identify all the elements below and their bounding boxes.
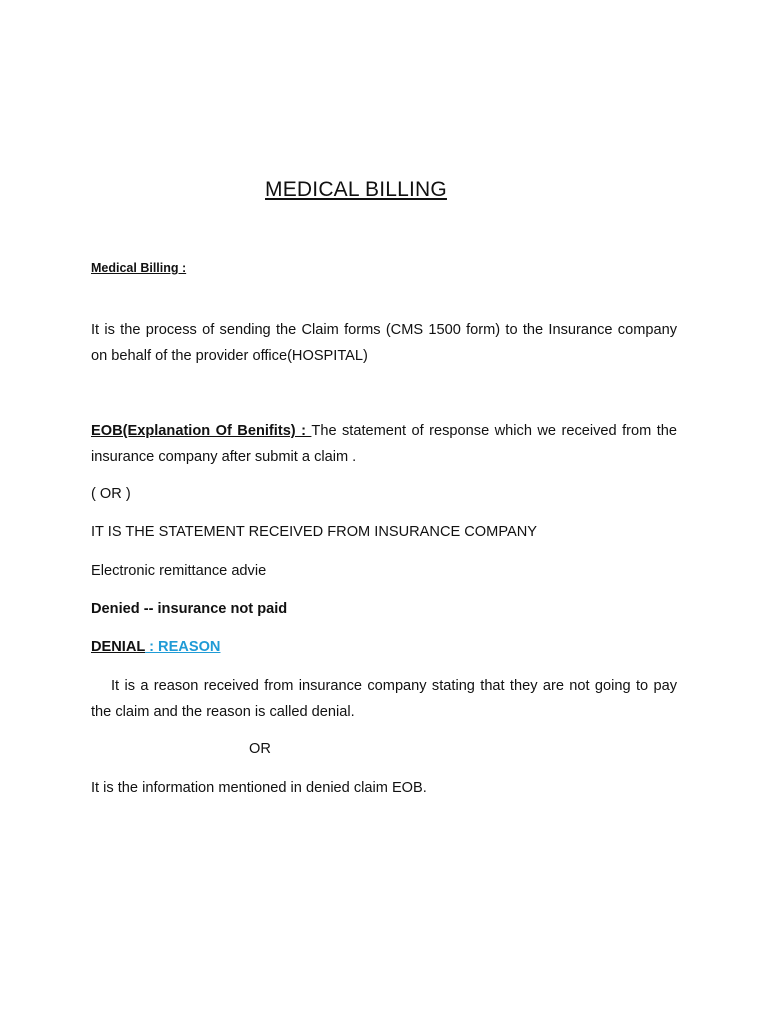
definition-paragraph: It is the process of sending the Claim forms (CMS 1500 form) to the Insurance company on behalf of the provider office(HOSPITAL) bbox=[91, 322, 677, 364]
or-separator-1: ( OR ) bbox=[91, 486, 131, 502]
denial-heading bbox=[91, 634, 220, 660]
era-line: Electronic remittance advie bbox=[91, 563, 267, 579]
section-subheading: Medical Billing : bbox=[91, 261, 187, 275]
eob-text: The statement of response which we received from the insurance company after submit a claim . bbox=[91, 423, 678, 465]
denied-line: Denied -- insurance not paid bbox=[91, 601, 288, 617]
denial-definition-paragraph: It is a reason received from insurance company stating that they are not going to pay the claim and the reason is called denial. bbox=[91, 678, 677, 720]
statement-line: IT IS THE STATEMENT RECEIVED FROM INSURANCE COMPANY bbox=[91, 524, 537, 540]
eob-term: EOB(Explanation Of Benifits) : bbox=[91, 423, 312, 439]
page-title: MEDICAL BILLING bbox=[265, 178, 447, 201]
info-line: It is the information mentioned in denied claim EOB. bbox=[91, 780, 427, 796]
eob-paragraph bbox=[91, 418, 677, 470]
or-separator-2: OR bbox=[249, 741, 271, 757]
denial-reason-label: : REASON bbox=[145, 639, 221, 655]
denial-term: DENIAL bbox=[91, 639, 146, 655]
